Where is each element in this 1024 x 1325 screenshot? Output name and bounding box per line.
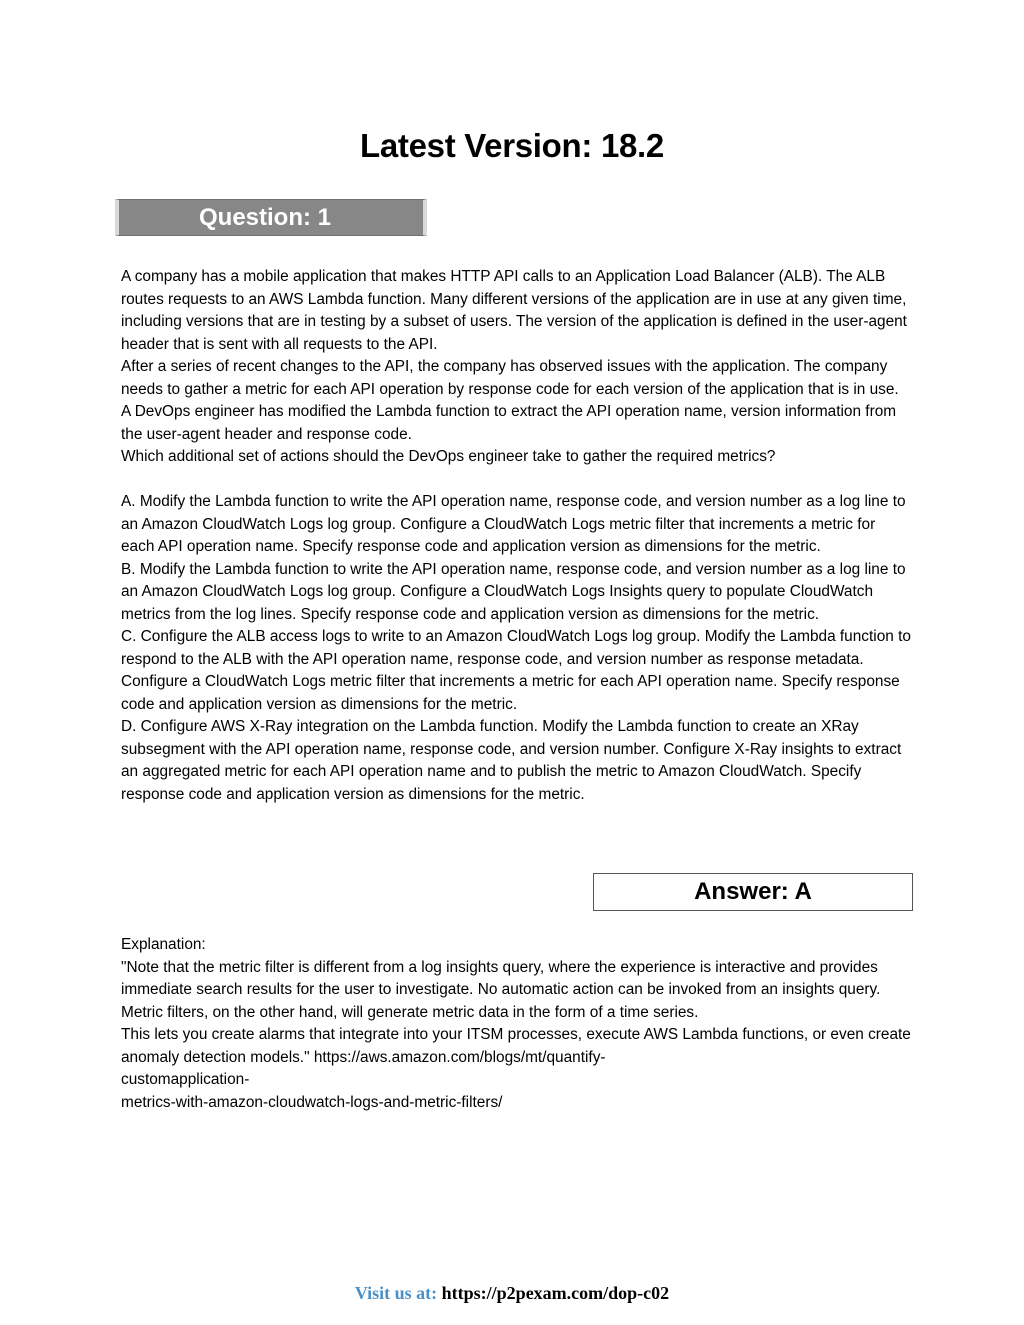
page-title: Latest Version: 18.2 [360, 127, 664, 164]
question-paragraph: A company has a mobile application that makes HTTP API calls to an Application Load Balancer (ALB). The ALB routes requests to an AWS Lambda function. Many different versions of the application are in use at any given time, including versions that are in testing by a subset of users. The version of the application is defined in the user-agent header that is sent with all requests to the API. [121, 268, 907, 353]
question-banner [115, 199, 427, 236]
footer-visit-label: Visit us at: [354, 1283, 438, 1303]
option-d: D. Configure AWS X-Ray integration on the Lambda function. Modify the Lambda function to create an XRay subsegment with the API operation name, response code, and version number. Configure X-Ray insights to extract an aggregated metric for each API operation name and to publish the metric to Amazon CloudWatch. Specify response code and application version as dimensions for the metric. [121, 718, 902, 803]
question-label: Question: 1 [199, 204, 332, 231]
explanation-link-part: metrics-with-amazon-cloudwatch-logs-and-metric-filters/ [121, 1093, 503, 1111]
option-c: C. Configure the ALB access logs to write to an Amazon CloudWatch Logs log group. Modify the Lambda function to respond to the ALB with the API operation name, response code, and version number as response metadata. Configure a CloudWatch Logs metric filter that increments a metric for each API operation name. Specify response code and application version as dimensions for the metric. [121, 628, 911, 713]
explanation-text: "Note that the metric filter is different from a log insights query, where the experience is interactive and provides immediate search results for the user to investigate. No automatic action can be invoked from an insights query. Metric filters, on the other hand, will generate metric data in the form of a time series. [121, 958, 881, 1021]
explanation-link-part: customapplication- [121, 1071, 250, 1088]
answer-label: Answer: A [694, 878, 812, 905]
answer-options [121, 491, 911, 806]
option-b: B. Modify the Lambda function to write the API operation name, response code, and version number as a log line to an Amazon CloudWatch Logs log group. Configure a CloudWatch Logs Insights query to populate CloudWatch metrics from the log lines. Specify response code and application version as dimensions for the metric. [121, 560, 906, 623]
explanation-text: This lets you create alarms that integrate into your ITSM processes, execute AWS Lambda functions, or even create anomaly detection models." https://aws.amazon.com/blogs/mt/quantify- [121, 1026, 911, 1066]
footer-url-link[interactable]: https://p2pexam.com/dop-c02 [441, 1283, 670, 1303]
answer-box [593, 873, 913, 911]
footer [0, 1281, 1024, 1305]
explanation-heading: Explanation: [121, 936, 206, 953]
explanation [121, 934, 911, 1114]
question-prompt: Which additional set of actions should the DevOps engineer take to gather the required metrics? [121, 448, 776, 465]
question-paragraph: After a series of recent changes to the API, the company has observed issues with the application. The company needs to gather a metric for each API operation by response code for each version of the application that is in use. A DevOps engineer has modified the Lambda function to extract the API operation name, version information from the user-agent header and response code. [121, 358, 899, 443]
option-a: A. Modify the Lambda function to write the API operation name, response code, and version number as a log line to an Amazon CloudWatch Logs log group. Configure a CloudWatch Logs metric filter that increments a metric for each API operation name. Specify response code and application version as dimensions for the metric. [121, 493, 906, 555]
question-body [121, 266, 911, 469]
